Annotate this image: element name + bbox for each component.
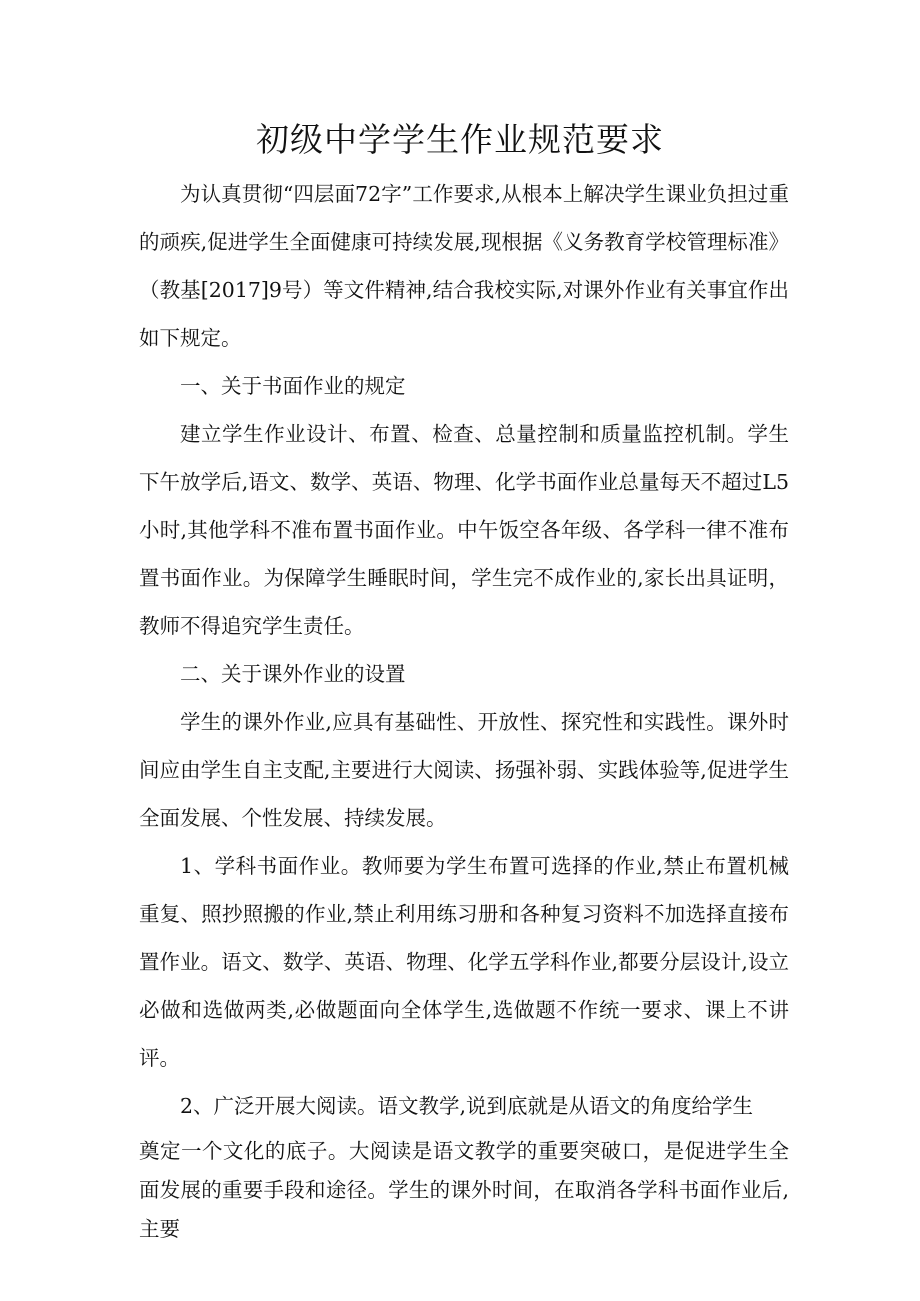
paragraph-intro: 为认真贯彻“四层面72字”工作要求,从根本上解决学生课业负担过重的顽疾,促进学生全面健康可持续发展,现根据《义务教育学校管理标准》（教基[2017]9号）等文件精神,结合我校实际,对课外作业有关事宜作出如下规定。 xyxy=(139,182,789,350)
paragraph-written-homework: 建立学生作业设计、布置、检查、总量控制和质量监控机制。学生下午放学后,语文、数学、英语、物理、化学书面作业总量每天不超过L5小时,其他学科不准布置书面作业。中午饭空各年级、各学科一律不准布置书面作业。为保障学生睡眠时间，学生完不成作业的,家长出具证明，教师不得追究学生责任。 xyxy=(139,422,789,638)
paragraph-reading-intro: 2、广泛开展大阅读。语文教学,说到底就是从语文的角度给学生 xyxy=(180,1094,754,1118)
document-body xyxy=(139,170,789,1249)
section-heading-written-homework: 一、关于书面作业的规定 xyxy=(180,374,406,398)
paragraph-extracurricular: 学生的课外作业,应具有基础性、开放性、探究性和实践性。课外时间应由学生自主支配,主要进行大阅读、扬强补弱、实践体验等,促进学生全面发展、个性发展、持续发展。 xyxy=(139,710,789,830)
paragraph-subject-homework: 1、学科书面作业。教师要为学生布置可选择的作业,禁止布置机械重复、照抄照搬的作业,禁止利用练习册和各种复习资料不加选择直接布置作业。语文、数学、英语、物理、化学五学科作业,都要分层设计,设立必做和选做两类,必做题面向全体学生,选做题不作统一要求、课上不讲评。 xyxy=(139,854,789,1070)
paragraph-reading-body: 奠定一个文化的底子。大阅读是语文教学的重要突破口，是促进学生全面发展的重要手段和途径。学生的课外时间，在取消各学科书面作业后,主要 xyxy=(139,1139,789,1241)
document-title: 初级中学学生作业规范要求 xyxy=(256,120,664,159)
section-heading-extracurricular: 二、关于课外作业的设置 xyxy=(180,662,406,686)
